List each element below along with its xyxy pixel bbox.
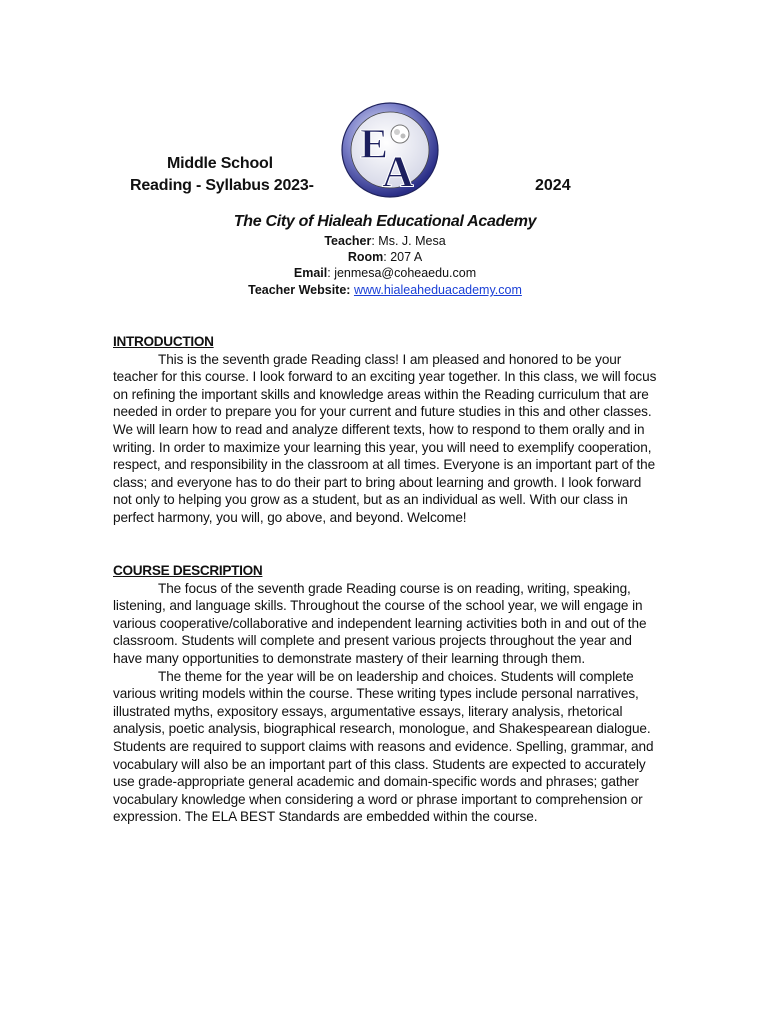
teacher-value: Ms. J. Mesa bbox=[378, 234, 446, 248]
school-logo-icon bbox=[340, 100, 440, 200]
course-description-paragraph-1: The focus of the seventh grade Reading course is on reading, writing, speaking, listening, and language skills. Throughout the course of the school year, we will engage in various cooperative/collaborative and independent learning activities both in and out of the classroom. Students will complete and present various projects throughout the year and have many opportunities to demonstrate mastery of their learning through them. bbox=[113, 580, 647, 666]
teacher-line: Teacher: Ms. J. Mesa bbox=[324, 234, 446, 248]
teacher-label: Teacher bbox=[324, 234, 372, 248]
room-line: Room: 207 A bbox=[347, 250, 423, 264]
email-value: jenmesa@coheaedu.com bbox=[334, 266, 477, 280]
room-value: 207 A bbox=[390, 250, 423, 264]
svg-text:E: E bbox=[360, 122, 389, 168]
school-name: The City of Hialeah Educational Academy bbox=[233, 213, 537, 230]
title-year-end: 2024 bbox=[535, 177, 571, 194]
website-line bbox=[0, 282, 770, 298]
website-label: Teacher Website: bbox=[248, 283, 351, 297]
course-description-section bbox=[113, 562, 661, 826]
course-description-paragraph-2: The theme for the year will be on leadership and choices. Students will complete various writing models within the course. These writing types include personal narratives, illustrated myths, expository essays, argumentative essays, literary analysis, rhetorical analysis, poetic analysis, biographical research, monologue, and Shakespearean dialogue. Students are required to support claims with reasons and evidence. Spelling, grammar, and vocabulary will also be an important part of this class. Students are expected to accurately use grade-appropriate general academic and domain-specific words and phrases; gather vocabulary knowledge when considering a word or phrase important to comprehension or expression. The ELA BEST Standards are embedded within the course. bbox=[113, 668, 654, 825]
introduction-paragraph: This is the seventh grade Reading class! I am pleased and honored to be your teacher for this course. I look forward to an exciting year together. In this class, we will focus on refining the important skills and knowledge areas within the Reading curriculum that are needed in order to prepare you for your current and future studies in this and other classes. We will learn how to read and analyze different texts, how to respond to them orally and in writing. In order to maximize your learning this year, you will need to exemplify cooperation, respect, and responsibility in the classroom at all times. Everyone is an important part of the class; and everyone has to do their part to bring about learning and growth. I look forward not only to helping you grow as a student, but as an individual as well. With our class in perfect harmony, you will, go above, and beyond. Welcome! bbox=[113, 351, 657, 525]
introduction-heading: INTRODUCTION bbox=[113, 334, 214, 349]
svg-text:A: A bbox=[382, 147, 414, 196]
introduction-section bbox=[113, 333, 661, 527]
title-middle-school: Middle School bbox=[167, 155, 273, 172]
course-description-heading: COURSE DESCRIPTION bbox=[113, 563, 263, 578]
title-reading-syllabus: Reading - Syllabus 2023- bbox=[130, 177, 314, 194]
website-link[interactable]: www.hialeaheduacademy.com bbox=[353, 283, 522, 297]
email-label: Email bbox=[293, 266, 328, 280]
email-line: Email: jenmesa@coheaedu.com bbox=[293, 266, 477, 280]
room-label: Room bbox=[347, 250, 384, 264]
